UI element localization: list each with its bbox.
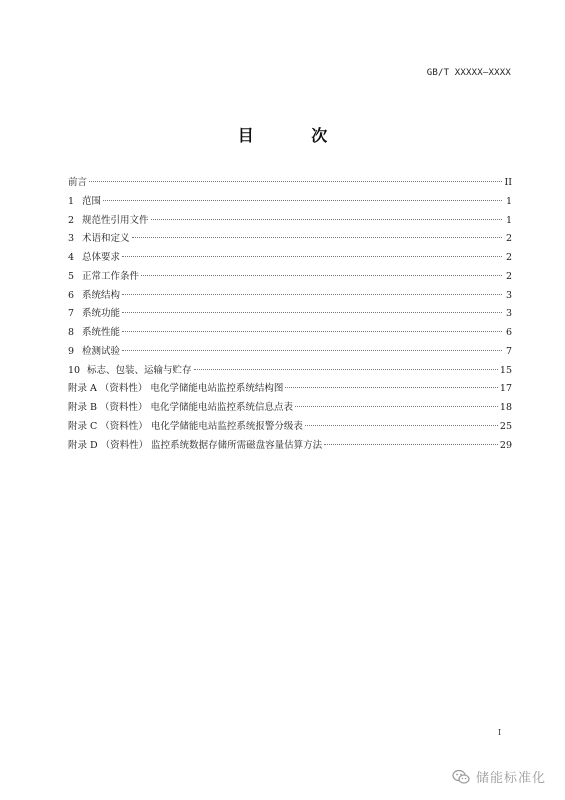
toc-entry[interactable] <box>68 249 512 268</box>
toc-dot-leader <box>132 237 502 238</box>
toc-entry-number: 6 <box>68 289 75 301</box>
toc-entry[interactable] <box>68 399 512 418</box>
toc-entry-number: 1 <box>68 195 75 207</box>
toc-entry-page: 17 <box>499 383 512 395</box>
toc-entry-label <box>68 343 120 362</box>
toc-entry-page: 29 <box>499 439 512 451</box>
toc-entry-text: 范围 <box>82 195 102 207</box>
toc-entry-page: 2 <box>505 252 512 263</box>
toc-entry-text: 总体要求 <box>82 252 121 263</box>
toc-entry-label <box>68 287 120 306</box>
page-number: I <box>498 728 502 737</box>
toc-dot-leader <box>103 200 502 201</box>
toc-entry[interactable] <box>68 324 512 343</box>
toc-entry-page: 2 <box>505 270 512 282</box>
toc-dot-leader <box>324 444 498 445</box>
document-code: GB/T XXXXX—XXXX <box>426 68 511 78</box>
toc-entry-page: 7 <box>505 345 512 357</box>
toc-dot-leader <box>89 181 502 182</box>
toc-entry[interactable] <box>68 287 512 306</box>
toc-entry-text: 附录 C （资料性） 电化学储能电站监控系统报警分级表 <box>68 420 303 432</box>
toc-dot-leader <box>295 406 498 407</box>
toc-dot-leader <box>122 331 502 332</box>
toc-entry[interactable] <box>68 305 512 324</box>
toc-entry[interactable] <box>68 268 512 287</box>
toc-entry-label <box>68 305 120 324</box>
toc-dot-leader <box>122 350 502 351</box>
toc-entry-text: 系统结构 <box>82 289 121 301</box>
toc-entry-text: 附录 A （资料性） 电化学储能电站监控系统结构图 <box>68 383 284 395</box>
toc-entry[interactable] <box>68 230 512 249</box>
toc-entry[interactable] <box>68 380 512 399</box>
toc-entry[interactable] <box>68 437 512 456</box>
toc-entry-text: 前言 <box>68 177 88 188</box>
watermark-text: 储能标准化 <box>476 771 547 786</box>
toc-entry-page: 2 <box>505 233 512 245</box>
toc-entry-number: 10 <box>68 364 81 376</box>
toc-entry-page: II <box>504 177 512 188</box>
toc-entry-page: 15 <box>499 364 512 376</box>
toc-entry-text: 附录 D （资料性） 监控系统数据存储所需磁盘容量估算方法 <box>68 439 323 451</box>
toc-dot-leader <box>285 387 497 388</box>
toc-entry-text: 附录 B （资料性） 电化学储能电站监控系统信息点表 <box>68 402 294 413</box>
watermark <box>452 767 546 786</box>
toc-entry-label <box>68 193 101 212</box>
toc-entry-label <box>68 418 303 437</box>
toc-entry[interactable] <box>68 418 512 437</box>
toc-entry-page: 3 <box>505 308 512 320</box>
toc-entry[interactable] <box>68 343 512 362</box>
toc-dot-leader <box>122 312 502 313</box>
toc-entry-number: 4 <box>68 252 75 263</box>
toc-entry-text: 术语和定义 <box>82 233 130 245</box>
toc-entry-text: 规范性引用文件 <box>82 214 149 226</box>
toc-entry-text: 标志、包装、运输与贮存 <box>87 364 192 376</box>
toc-entry-label <box>68 380 283 399</box>
toc-entry-number: 3 <box>68 233 75 245</box>
toc-entry-number: 8 <box>68 327 75 338</box>
toc-entry-page: 25 <box>499 420 512 432</box>
toc-entry-label <box>68 437 322 456</box>
toc-dot-leader <box>141 275 502 276</box>
toc-entry-page: 6 <box>505 327 512 338</box>
toc-entry-label <box>68 362 192 381</box>
toc-entry-label <box>68 268 139 287</box>
toc-dot-leader <box>194 369 498 370</box>
toc-entry-text: 检测试验 <box>82 345 121 357</box>
toc-dot-leader <box>122 294 502 295</box>
toc-entry-label <box>68 230 130 249</box>
toc-entry-label <box>68 249 120 268</box>
toc-entry-text: 正常工作条件 <box>82 270 140 282</box>
toc-entry-page: 1 <box>505 195 512 207</box>
toc-dot-leader <box>151 219 502 220</box>
toc-entry-page: 18 <box>499 402 512 413</box>
toc-entry-page: 1 <box>505 214 512 226</box>
toc-entry-label <box>68 399 293 418</box>
toc-entry-text: 系统功能 <box>82 308 121 320</box>
toc-dot-leader <box>305 425 498 426</box>
toc-entry[interactable] <box>68 193 512 212</box>
toc-entry-number: 7 <box>68 308 75 320</box>
toc-entry-page: 3 <box>505 289 512 301</box>
toc-entry-label <box>68 212 149 231</box>
wechat-icon <box>452 769 470 785</box>
toc-entry-number: 2 <box>68 214 75 226</box>
toc-entry[interactable] <box>68 174 512 193</box>
toc-entry-number: 5 <box>68 270 75 282</box>
toc-entry[interactable] <box>68 362 512 381</box>
toc-entry-label <box>68 174 87 193</box>
toc-entry-label <box>68 324 120 343</box>
toc-dot-leader <box>122 256 502 257</box>
toc-entry-text: 系统性能 <box>82 327 121 338</box>
page-title: 目 次 <box>237 126 354 145</box>
toc-entry[interactable] <box>68 212 512 231</box>
toc-entry-number: 9 <box>68 345 75 357</box>
table-of-contents <box>68 174 512 455</box>
